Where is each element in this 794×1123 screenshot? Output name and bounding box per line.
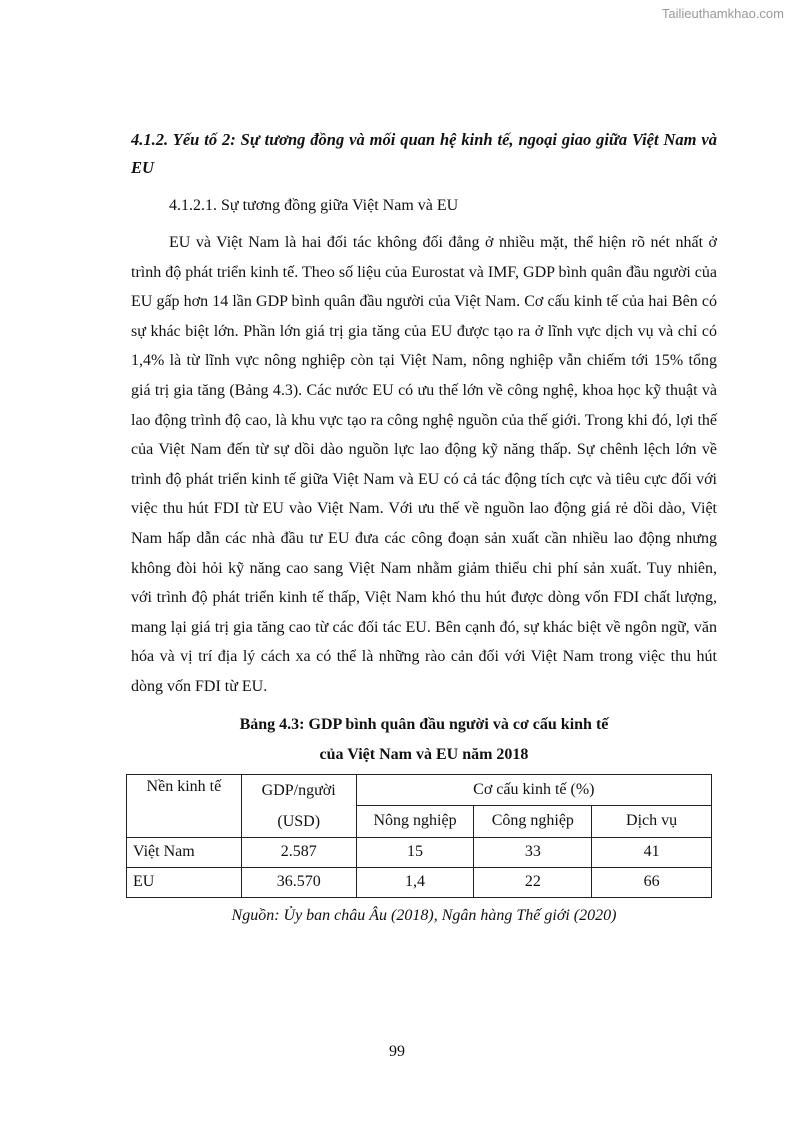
header-gdp-line-2: (USD)	[277, 812, 321, 830]
cell-agriculture: 1,4	[356, 867, 474, 897]
table-row	[127, 837, 712, 867]
header-services: Dịch vụ	[592, 806, 712, 838]
page-content	[131, 126, 717, 925]
header-structure: Cơ cấu kinh tế (%)	[356, 774, 711, 806]
table-header-row	[127, 774, 712, 806]
body-paragraph: EU và Việt Nam là hai đối tác không đối đẳng ở nhiều mặt, thể hiện rõ nét nhất ở trình độ phát triển kinh tế. Theo số liệu của Eurostat và IMF, GDP bình quân đầu người của EU gấp hơn 14 lần GDP bình quân đầu người của Việt Nam. Cơ cấu kinh tế của hai Bên có sự khác biệt lớn. Phần lớn giá trị gia tăng của EU được tạo ra ở lĩnh vực dịch vụ và chỉ có 1,4% là từ lĩnh vực nông nghiệp còn tại Việt Nam, nông nghiệp vẫn chiếm tới 15% tổng giá trị gia tăng (Bảng 4.3). Các nước EU có ưu thế lớn về công nghệ, khoa học kỹ thuật và lao động trình độ cao, là khu vực tạo ra công nghệ nguồn của thế giới. Trong khi đó, lợi thế của Việt Nam đến từ sự dồi dào nguồn lực lao động kỹ năng thấp. Sự chênh lệch lớn về trình độ phát triển kinh tế giữa Việt Nam và EU có cả tác động tích cực và tiêu cực đối với việc thu hút FDI từ EU vào Việt Nam. Với ưu thế về nguồn lao động giá rẻ dồi dào, Việt Nam hấp dẫn các nhà đầu tư EU đưa các công đoạn sản xuất cần nhiều lao động nhưng không đòi hỏi kỹ năng cao sang Việt Nam nhằm giảm thiểu chi phí sản xuất. Tuy nhiên, với trình độ phát triển kinh tế thấp, Việt Nam khó thu hút được dòng vốn FDI chất lượng, mang lại giá trị gia tăng cao từ các đối tác EU. Bên cạnh đó, sự khác biệt về ngôn ngữ, văn hóa và vị trí địa lý cách xa có thể là những rào cản đối với Việt Nam trong việc thu hút dòng vốn FDI từ EU.	[131, 234, 717, 695]
table-caption	[131, 710, 717, 770]
header-industry: Công nghiệp	[474, 806, 592, 838]
section-heading: 4.1.2. Yếu tố 2: Sự tương đồng và mối quan hệ kinh tế, ngoại giao giữa Việt Nam và EU	[131, 130, 717, 177]
page-number: 99	[389, 1043, 405, 1060]
watermark: Tailieuthamkhao.com	[661, 6, 784, 21]
cell-agriculture: 15	[356, 837, 474, 867]
cell-industry: 22	[474, 867, 592, 897]
table-row	[127, 867, 712, 897]
header-economy: Nền kinh tế	[127, 774, 242, 837]
cell-economy: Việt Nam	[127, 837, 242, 867]
subsection-heading: 4.1.2.1. Sự tương đồng giữa Việt Nam và EU	[169, 197, 459, 214]
header-gdp-line-1: GDP/người	[261, 781, 336, 799]
cell-gdp: 2.587	[241, 837, 356, 867]
cell-services: 66	[592, 867, 712, 897]
cell-gdp: 36.570	[241, 867, 356, 897]
cell-services: 41	[592, 837, 712, 867]
gdp-table	[126, 774, 712, 898]
table-caption-line-1: Bảng 4.3: GDP bình quân đầu người và cơ cấu kinh tế	[239, 715, 609, 733]
table-source: Nguồn: Ủy ban châu Âu (2018), Ngân hàng Thế giới (2020)	[231, 906, 617, 924]
header-agriculture: Nông nghiệp	[356, 806, 474, 838]
cell-economy: EU	[127, 867, 242, 897]
cell-industry: 33	[474, 837, 592, 867]
header-gdp	[241, 774, 356, 837]
table-caption-line-2: của Việt Nam và EU năm 2018	[319, 745, 529, 763]
